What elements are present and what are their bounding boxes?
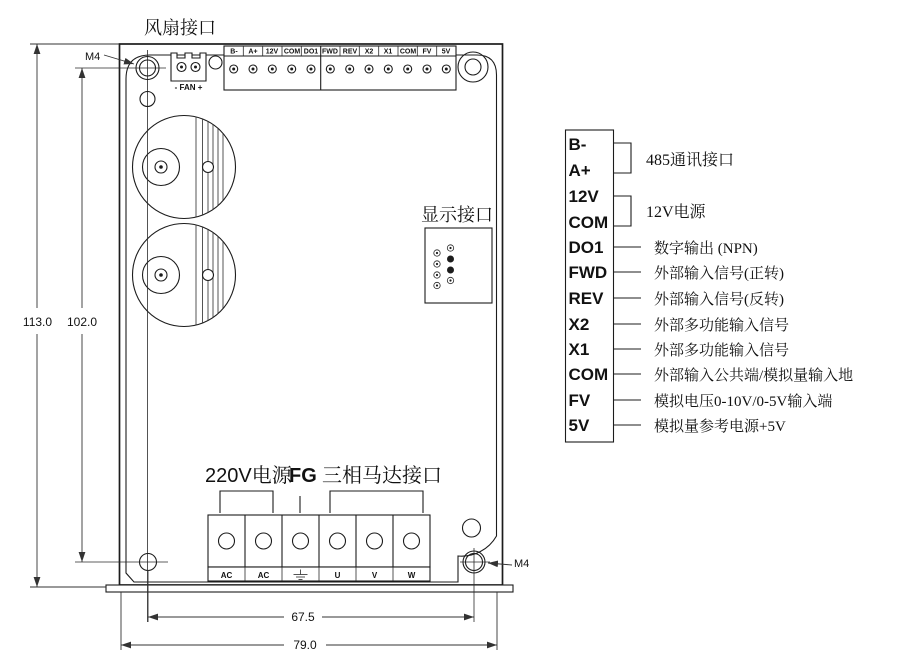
top-terminal-label: X1 <box>383 48 393 56</box>
hole-bottom-right-small <box>463 519 481 537</box>
capacitor-1 <box>133 110 236 224</box>
legend-pin: COM <box>568 213 609 232</box>
legend-pin: 12V <box>568 187 599 206</box>
dim-outer-width-label: 79.0 <box>293 638 317 652</box>
legend-group-desc-485: 485通讯接口 <box>646 152 735 169</box>
pin-legend <box>566 130 854 442</box>
legend-desc: 外部多功能输入信号 <box>654 318 790 334</box>
hole-near-fan <box>209 56 222 69</box>
legend-desc: 外部输入信号(反转) <box>654 292 784 308</box>
legend-group-desc-12v: 12V电源 <box>646 204 706 221</box>
fg-title: FG <box>289 465 317 487</box>
top-terminal-label: REV <box>342 48 358 56</box>
m4-label-bottom: M4 <box>514 558 530 570</box>
top-terminal-label: 5V <box>441 48 451 56</box>
legend-desc: 模拟量参考电源+5V <box>654 419 786 435</box>
capacitor-2 <box>133 218 236 332</box>
screw-callout-bottom <box>488 558 529 570</box>
top-terminal-label: DO1 <box>303 48 319 56</box>
legend-pin: DO1 <box>568 238 604 257</box>
fan-port-title: 风扇接口 <box>144 18 216 38</box>
legend-pin: REV <box>568 289 604 308</box>
dim-outer-height-label: 113.0 <box>22 315 53 329</box>
mounting-hole-bottom-left <box>75 554 168 571</box>
legend-desc: 数字输出 (NPN) <box>654 241 758 257</box>
top-terminal-label: A+ <box>248 48 258 56</box>
legend-pin: X2 <box>568 315 590 334</box>
top-terminal-label: COM <box>283 48 301 56</box>
dim-hole-width-label: 67.5 <box>291 610 315 624</box>
top-terminal-strip <box>224 46 456 90</box>
terminal-group-brackets <box>220 491 423 513</box>
bottom-terminal-label: AC <box>220 571 233 580</box>
display-port-title: 显示接口 <box>421 205 493 225</box>
legend-pin: 5V <box>568 416 590 435</box>
legend-pin: FWD <box>568 263 608 282</box>
legend-pin: A+ <box>568 161 591 180</box>
motor-title: 三相马达接口 <box>322 465 442 487</box>
legend-desc: 外部输入公共端/模拟量输入地 <box>654 368 854 384</box>
fan-connector-label: - FAN + <box>174 83 203 92</box>
dimension-102 <box>67 68 97 562</box>
bottom-terminal-label: W <box>407 571 416 580</box>
dim-hole-height-label: 102.0 <box>66 315 98 329</box>
legend-pin: B- <box>568 135 587 154</box>
legend-dashes <box>614 247 641 425</box>
legend-desc: 外部多功能输入信号 <box>654 343 790 359</box>
mounting-hole-top-right <box>458 52 488 82</box>
screw-callout-top <box>85 51 134 64</box>
display-connector <box>425 228 492 303</box>
top-terminal-label: 12V <box>265 48 279 56</box>
m4-label-top: M4 <box>85 51 101 63</box>
top-terminal-label: X2 <box>364 48 374 56</box>
power-title: 220V电源 <box>205 465 292 487</box>
top-terminal-label: COM <box>399 48 417 56</box>
top-terminal-label: B- <box>230 48 238 56</box>
legend-pin: X1 <box>568 340 590 359</box>
bracket-485 <box>614 143 632 173</box>
motor-bracket <box>330 491 423 513</box>
top-terminal-label: FV <box>422 48 432 56</box>
bottom-terminal-label: V <box>371 571 378 580</box>
bracket-12v <box>614 196 632 226</box>
bottom-terminal-label: U <box>334 571 341 580</box>
legend-desc: 模拟电压0-10V/0-5V输入端 <box>654 394 833 410</box>
legend-pin: FV <box>568 391 591 410</box>
top-terminal-label: FWD <box>322 48 338 56</box>
bottom-terminal-label: AC <box>257 571 270 580</box>
legend-desc: 外部输入信号(正转) <box>654 266 784 282</box>
bottom-terminal-block <box>208 515 430 581</box>
fan-connector <box>171 53 206 92</box>
base-plate <box>106 585 513 592</box>
power-bracket <box>220 491 273 513</box>
legend-pin: COM <box>568 365 609 384</box>
pin-legend-descriptions <box>654 240 853 435</box>
